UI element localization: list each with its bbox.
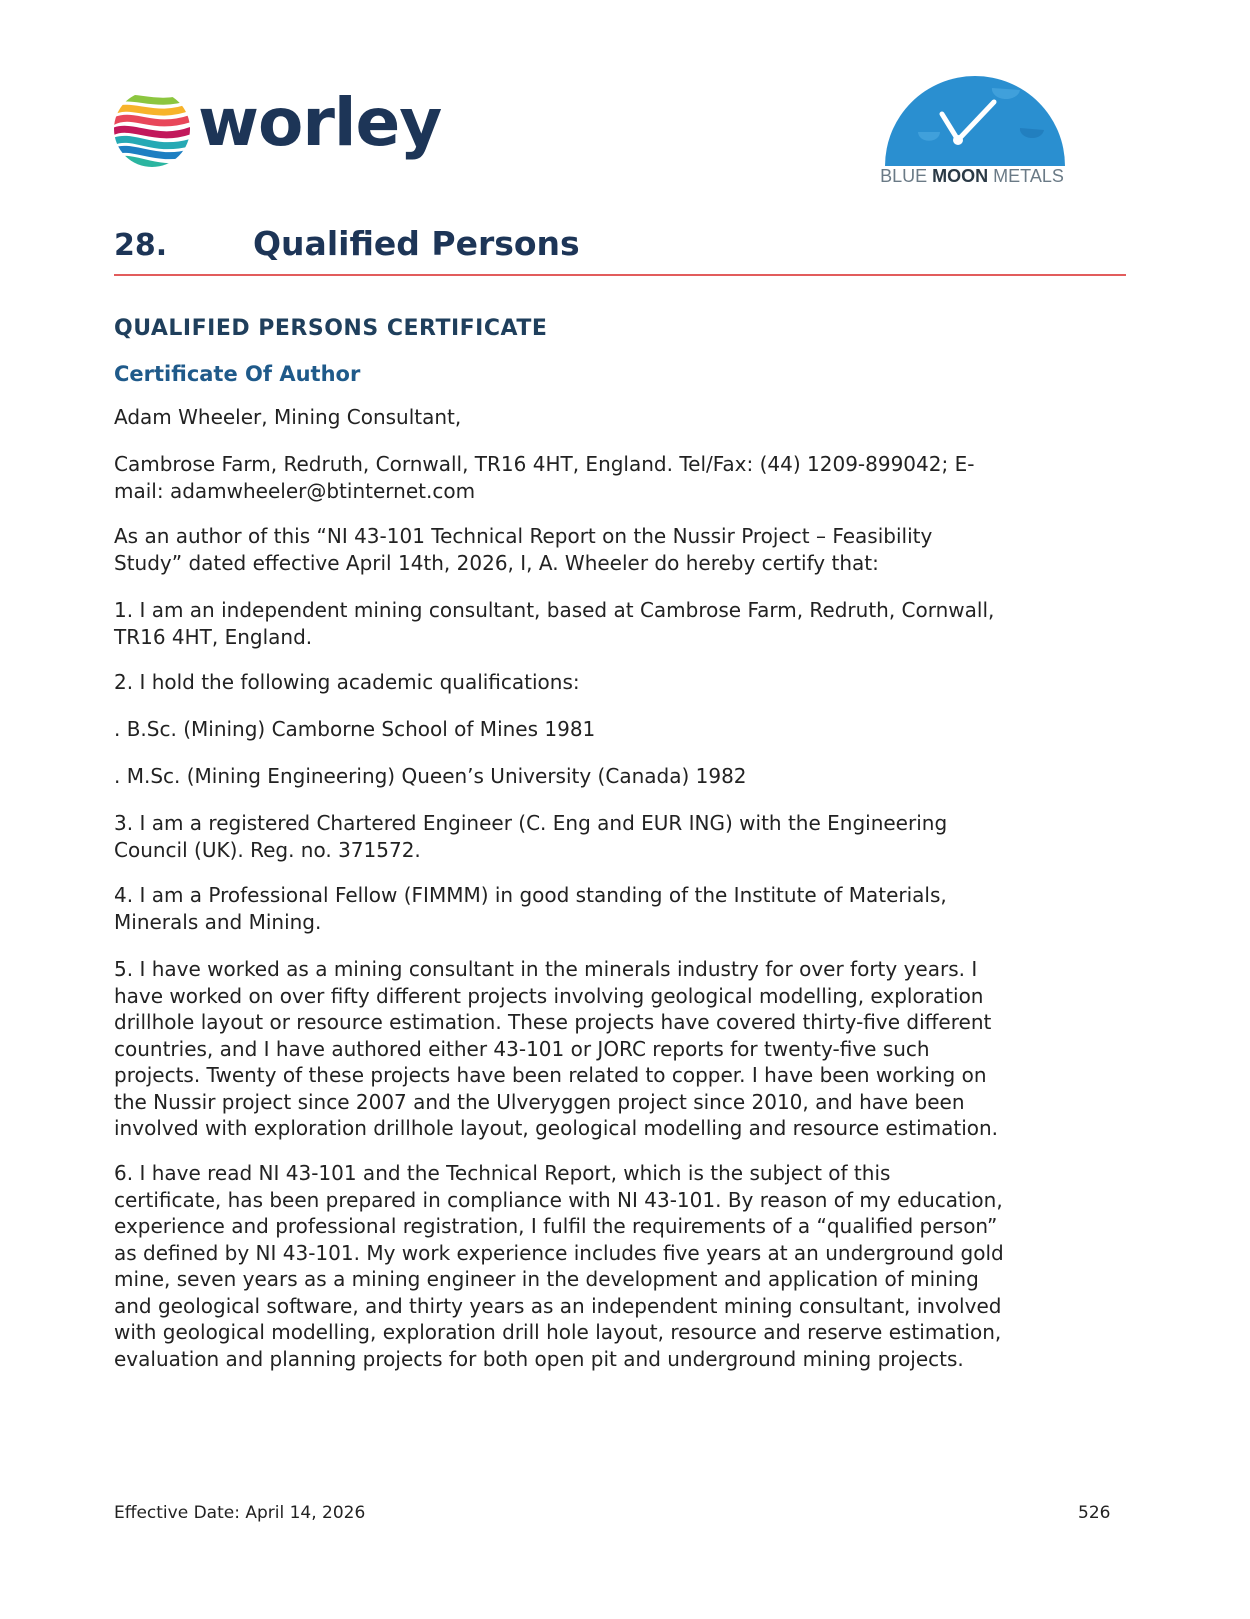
address-paragraph: Cambrose Farm, Redruth, Cornwall, TR16 4HT, England. Tel/Fax: (44) 1209-899042; E- mail: adamwheeler@btinternet.com	[114, 452, 975, 503]
item-6-paragraph: 6. I have read NI 43-101 and the Technical Report, which is the subject of this certificate, has been prepared in compliance with NI 43-101. By reason of my education, experience and professional registration, I fulfil the requirements of a “qualified person” as defined by NI 43-101. My work experience includes five years at an underground gold mine, seven years as a mining engineer in the development and application of mining and geological software, and thirty years as an independent mining consultant, involved with geological modelling, exploration drill hole layout, resource and reserve estimation, evaluation and planning projects for both open pit and underground mining projects.	[114, 1161, 1004, 1371]
worley-globe-icon	[112, 88, 192, 170]
worley-logo	[112, 84, 452, 180]
item-2-paragraph: 2. I hold the following academic qualifications:	[114, 670, 580, 694]
blue-moon-metals-logo	[872, 62, 1072, 192]
moon-clock-icon	[880, 62, 1070, 168]
author-name-paragraph: Adam Wheeler, Mining Consultant,	[114, 405, 462, 429]
certificate-heading: QUALIFIED PERSONS CERTIFICATE	[114, 316, 548, 341]
worley-wordmark: worley	[198, 84, 442, 161]
section-heading	[114, 224, 1126, 276]
section-number: 28.	[114, 228, 168, 263]
certificate-subheading: Certificate Of Author	[114, 362, 361, 386]
qualification-msc: . M.Sc. (Mining Engineering) Queen’s University (Canada) 1982	[114, 764, 747, 788]
blue-moon-metals-wordmark: BLUE MOON METALS	[880, 166, 1064, 186]
item-3-paragraph: 3. I am a registered Chartered Engineer (C. Eng and EUR ING) with the Engineering Council (UK). Reg. no. 371572.	[114, 811, 948, 862]
item-5-paragraph: 5. I have worked as a mining consultant in the minerals industry for over forty years. I have worked on over fifty different projects involving geological modelling, exploration drillhole layout or resource estimation. These projects have covered thirty-five different countries, and I have authored either 43-101 or JORC reports for twenty-five such projects. Twenty of these projects have been related to copper. I have been working on the Nussir project since 2007 and the Ulveryggen project since 2010, and have been involved with exploration drillhole layout, geological modelling and resource estimation.	[114, 957, 999, 1140]
item-4-paragraph: 4. I am a Professional Fellow (FIMMM) in good standing of the Institute of Materials, Minerals and Mining.	[114, 883, 947, 934]
footer-page-number: 526	[1078, 1503, 1111, 1523]
intro-paragraph: As an author of this “NI 43-101 Technical Report on the Nussir Project – Feasibility Study” dated effective April 14th, 2026, I, A. Wheeler do hereby certify that:	[114, 524, 933, 575]
qualification-bsc: . B.Sc. (Mining) Camborne School of Mines 1981	[114, 717, 596, 741]
footer-effective-date: Effective Date: April 14, 2026	[114, 1503, 366, 1523]
item-1-paragraph: 1. I am an independent mining consultant, based at Cambrose Farm, Redruth, Cornwall, TR16 4HT, England.	[114, 598, 995, 649]
section-title: Qualified Persons	[253, 224, 580, 263]
